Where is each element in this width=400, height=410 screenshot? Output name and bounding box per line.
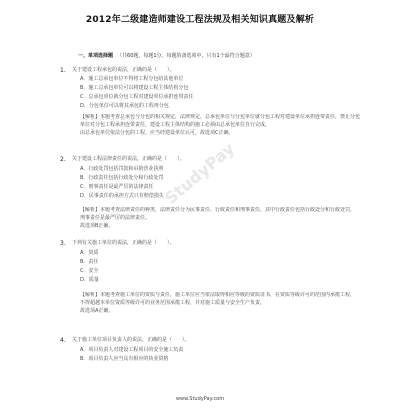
question-number: 4. xyxy=(60,337,66,344)
option: A．项目负责人对建设工程项目的安全施工负责 xyxy=(80,347,184,353)
option: C．安全 xyxy=(80,268,99,274)
question-number: 3. xyxy=(60,240,66,247)
option: A．施工总承包单位不得将工程分包给其他单位 xyxy=(80,76,184,82)
option: C．刑事责任是最严厉的法律责任 xyxy=(80,184,154,190)
option: D．民事责任的承担方式只有赔偿损失 xyxy=(80,193,164,199)
analysis: 【解析】本题考查施工单位的资质与责任，施工单位应当依法取得相应等级的资质证书，在资质等级许可的范围内承揽工程， xyxy=(80,292,356,298)
option: A．行政处罚包括罚款和吊销营业执照 xyxy=(80,166,164,172)
analysis-line: 刑事责任是最严厉的法律责任。 xyxy=(80,215,151,221)
option: B．责任 xyxy=(80,259,99,265)
question-number: 2. xyxy=(60,156,66,163)
question-stem: 关于建设工程法律责任的说法，正确的是（ ）。 xyxy=(72,156,185,162)
footer-url: www.StudyPay.com xyxy=(175,396,225,402)
analysis: 【解析】本题考查总承包与分包的相关规定，法律规定，总承包单位与分包单位就分包工程对建设单位承担连带责任，禁止分包 xyxy=(80,114,360,120)
question-number: 1. xyxy=(60,67,66,74)
analysis-line: 由总承包单位依法分包的工程，应当经建设单位认可。故选项C正确。 xyxy=(80,130,234,136)
section-note: （共60题，每题1分。每题的备选项中，只有1个最符合题意） xyxy=(117,53,255,59)
watermark: StudyPay xyxy=(161,138,239,208)
analysis: 【解析】本题考查法律责任的种类，法律责任分为民事责任、行政责任和刑事责任，其中行政责任包括行政处分和行政处罚， xyxy=(80,207,356,213)
document-title: 2012年二级建造师建设工程法规及相关知识真题及解析 xyxy=(85,15,315,25)
analysis-line: 故选项A正确。 xyxy=(80,308,114,314)
analysis-line: 单位对分包工程承担连带责任，建设工程主体结构的施工必须由总承包单位自行完成， xyxy=(80,122,271,128)
option: B．施工总承包单位可以将建设工程主体结构分包 xyxy=(80,85,189,91)
analysis-line: 故选项B正确。 xyxy=(80,223,114,229)
analysis-line: 不得超越本单位资质等级许可的业务范围承揽工程，并对施工质量与安全生产负责。 xyxy=(80,300,266,306)
option: C．总承包单位就分包工程对建设单位承担连带责任 xyxy=(80,94,194,100)
option: A．资质 xyxy=(80,250,99,256)
question-stem: 下列有关施工单位的说法，正确的是（ ）。 xyxy=(72,240,175,246)
option: D．质量 xyxy=(80,277,99,283)
section-label: 一、单项选择题 xyxy=(78,53,114,59)
option: B．项目负责人应当具有相应的执业资格 xyxy=(80,356,169,362)
question-stem: 关于施工单位项目负责人的说法，正确的是（ ）。 xyxy=(72,337,190,343)
question-stem: 关于建设工程承包的说法，正确的是（ ）。 xyxy=(72,67,175,73)
section-heading xyxy=(78,52,255,59)
option: B．行政责任包括行政处分和行政处罚 xyxy=(80,175,164,181)
option: D．分包单位可以将其承包的工程再分包 xyxy=(80,103,169,109)
